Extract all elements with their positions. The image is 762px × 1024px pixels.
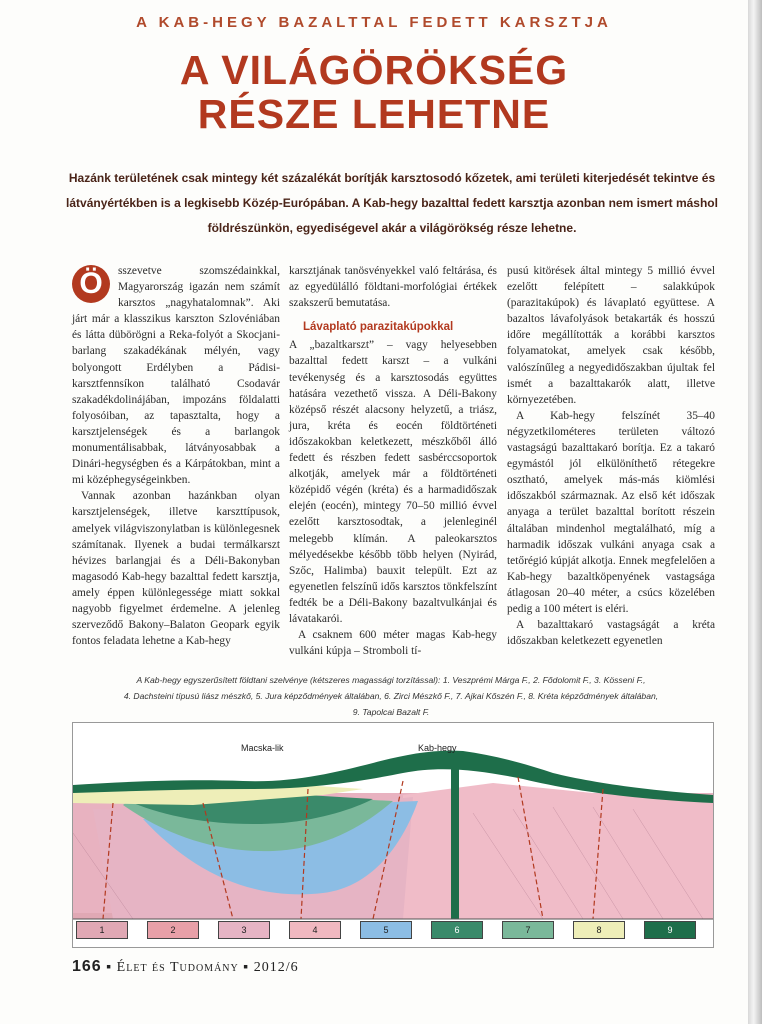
legend-swatch-3: 3 [218, 921, 270, 939]
headline-line-2: RÉSZE LEHETNE [197, 91, 551, 137]
paragraph: A „bazaltkarszt” – vagy helyesebben bazalttal fedett karszt – a vulkáni tevékenység és a karsztosodás együttes hatására vezethető vissza. A Déli-Bakony középső részét alacsony helyzetű, a triász, jura, kréta és eocén földtörténeti időszakokban keletkezett, mészkőből álló fedett és részben fedett sasbérccsoportok alkotják, amelyek már a földtörténeti középidő végén (kréta) és a harmadidőszak elején (eocén), mintegy 70–50 millió évvel ezelőtt karsztosodtak, a jelenleginél melegebb klímán. A paleokarsztos mélyedésekbe később több helyen (Nyirád, Szőc, Halimba) bauxit települt. Ezt az egyenetlen felszínű idős karsztos tönkfelszínt fedték be a Déli-Bakony bazaltvulkánjai és lávatakarói. [289, 339, 497, 625]
paragraph: karsztjának tanösvényekkel való feltárása, és az egyedülálló földtani-morfológiai értékek szakszerű bemutatása. [289, 265, 497, 310]
layer-4 [403, 783, 713, 919]
legend-swatch-6: 6 [431, 921, 483, 939]
paragraph: Vannak azonban hazánkban olyan karsztjelenségek, illetve karszttípusok, amelyek világviszonylatban is különlegesnek számítanak. Ilyenek a budai termálkarszt hévizes barlangjai és a Déli-Bakonyban magasodó Kab-hegy bazalttal fedett karsztja, amely éppen különlegessége miatt sokkal nagyobb figyelmet érdemelne. A jelenleg szerveződő Bakony–Balaton Geopark egyik fontos feladata lehetne a Kab-hegy [72, 490, 280, 648]
figure-caption [66, 672, 716, 720]
caption-line: A Kab-hegy egyszerűsített földtani szelvénye (kétszeres magassági torzítással): 1. Veszprémi Márga F., 2. Fődolomit F., 3. Kösseni F., [136, 675, 646, 685]
paragraph: A csaknem 600 méter magas Kab-hegy vulkáni kúpja – Stromboli tí- [289, 629, 497, 658]
legend-swatch-4: 4 [289, 921, 341, 939]
paragraph-text: sszevetve szomszédainkkal, Magyarország igazán nem számít karsztos „nagyhatalomnak”. Aki járt már a klasszikus karszton Szlovéniában és látta dübörögni a Reka-folyót a Skocjani-barlang szakadékának mélyén, vagy bolyongott Erdélyben a Pádisi-karsztfennsíkon található Csodavár szakadékdolinájában, impozáns földalatti folyosóiban, az tapasztalta, hogy a karsztjelenségek és a barlangok monumentálisabbak, látványosabbak a Dinári-hegységben és a Kárpátokban, mint a mi középhegységeinkben. [72, 265, 280, 487]
label-macska-lik: Macska-lik [241, 743, 284, 753]
text-column-1 [72, 263, 280, 649]
paragraph: A bazalttakaró vastagságát a kréta időszakban keletkezett egyenetlen [507, 619, 715, 648]
text-column-2 [289, 263, 497, 659]
legend-swatch-9: 9 [644, 921, 696, 939]
text-column-3 [507, 263, 715, 649]
legend-swatch-8: 8 [573, 921, 625, 939]
article-headline [0, 48, 748, 136]
cross-section-drawing [73, 723, 713, 947]
article-kicker: A KAB-HEGY BAZALTTAL FEDETT KARSZTJA [136, 14, 612, 31]
section-subheading: Lávaplató parazitakúpokkal [303, 321, 454, 334]
page-number: 166 [72, 958, 102, 975]
paragraph [72, 263, 280, 488]
basalt-feeder [451, 763, 459, 919]
footer-separator: ▪ [243, 960, 254, 975]
paragraph: A Kab-hegy felszínét 35–40 négyzetkilométeres területen változó vastagságú bazalttakaró borítja. Ez a takaró egymástól jól elkülöníthető rétegekre osztható, amelyek más-más kiömlési időszakból származnak. Az első két időszak anyaga a terület bazalttal borított részein általában mindenhol megtalálható, míg a harmadik időszak vulkáni anyaga csak a tetőrégió kúpját alkotja. Ennek megfelelően a Kab-hegy bazaltköpenyének vastagsága átlagosan 20–40 méter, a csúcs közelében pedig a 100 métert is eléri. [507, 409, 715, 615]
paragraph: pusú kitörések által mintegy 5 millió évvel ezelőtt felépített – salakkúpok (parazitakúpok) és lávaplató együttese. A bazaltos lávafolyások betakarták és hosszú időre megállították a korábbi karsztos folyamatokat, amelyek csak később, valószínűleg a negyedidőszakban újultak fel ismét a bazalttakarók alatt, illetve környezetében. [507, 265, 715, 406]
label-kab-hegy: Kab-hegy [418, 743, 457, 753]
issue-number: 2012/6 [253, 960, 299, 975]
legend-swatch-1: 1 [76, 921, 128, 939]
footer-separator: ▪ [106, 960, 117, 975]
drop-cap: Ö [72, 265, 110, 303]
magazine-name: Élet és Tudomány [116, 960, 239, 975]
article-lead: Hazánk területének csak mintegy két százalékát borítják karsztosodó kőzetek, ami területi kiterjedését tekintve és látványértékben is a legkisebb Közép-Európában. A Kab-hegy bazalttal fedett karsztja azonban nem ismert máshol földrészünkön, egyediségevel akár a világörökség része lehetne. [66, 171, 718, 235]
page-binding-edge [748, 0, 762, 1024]
geological-cross-section [72, 722, 714, 948]
page-footer [72, 958, 299, 976]
figure-legend [76, 921, 712, 941]
caption-line: 9. Tapolcai Bazalt F. [352, 707, 430, 717]
legend-swatch-5: 5 [360, 921, 412, 939]
legend-swatch-7: 7 [502, 921, 554, 939]
caption-line: 4. Dachsteini típusú liász mészkő, 5. Jura képződmények általában, 6. Zirci Mészkő F., 7. Ajkai Kőszén F., 8. Kréta képződmények általában, [123, 691, 659, 701]
headline-line-1: A VILÁGÖRÖKSÉG [179, 47, 569, 93]
legend-swatch-2: 2 [147, 921, 199, 939]
